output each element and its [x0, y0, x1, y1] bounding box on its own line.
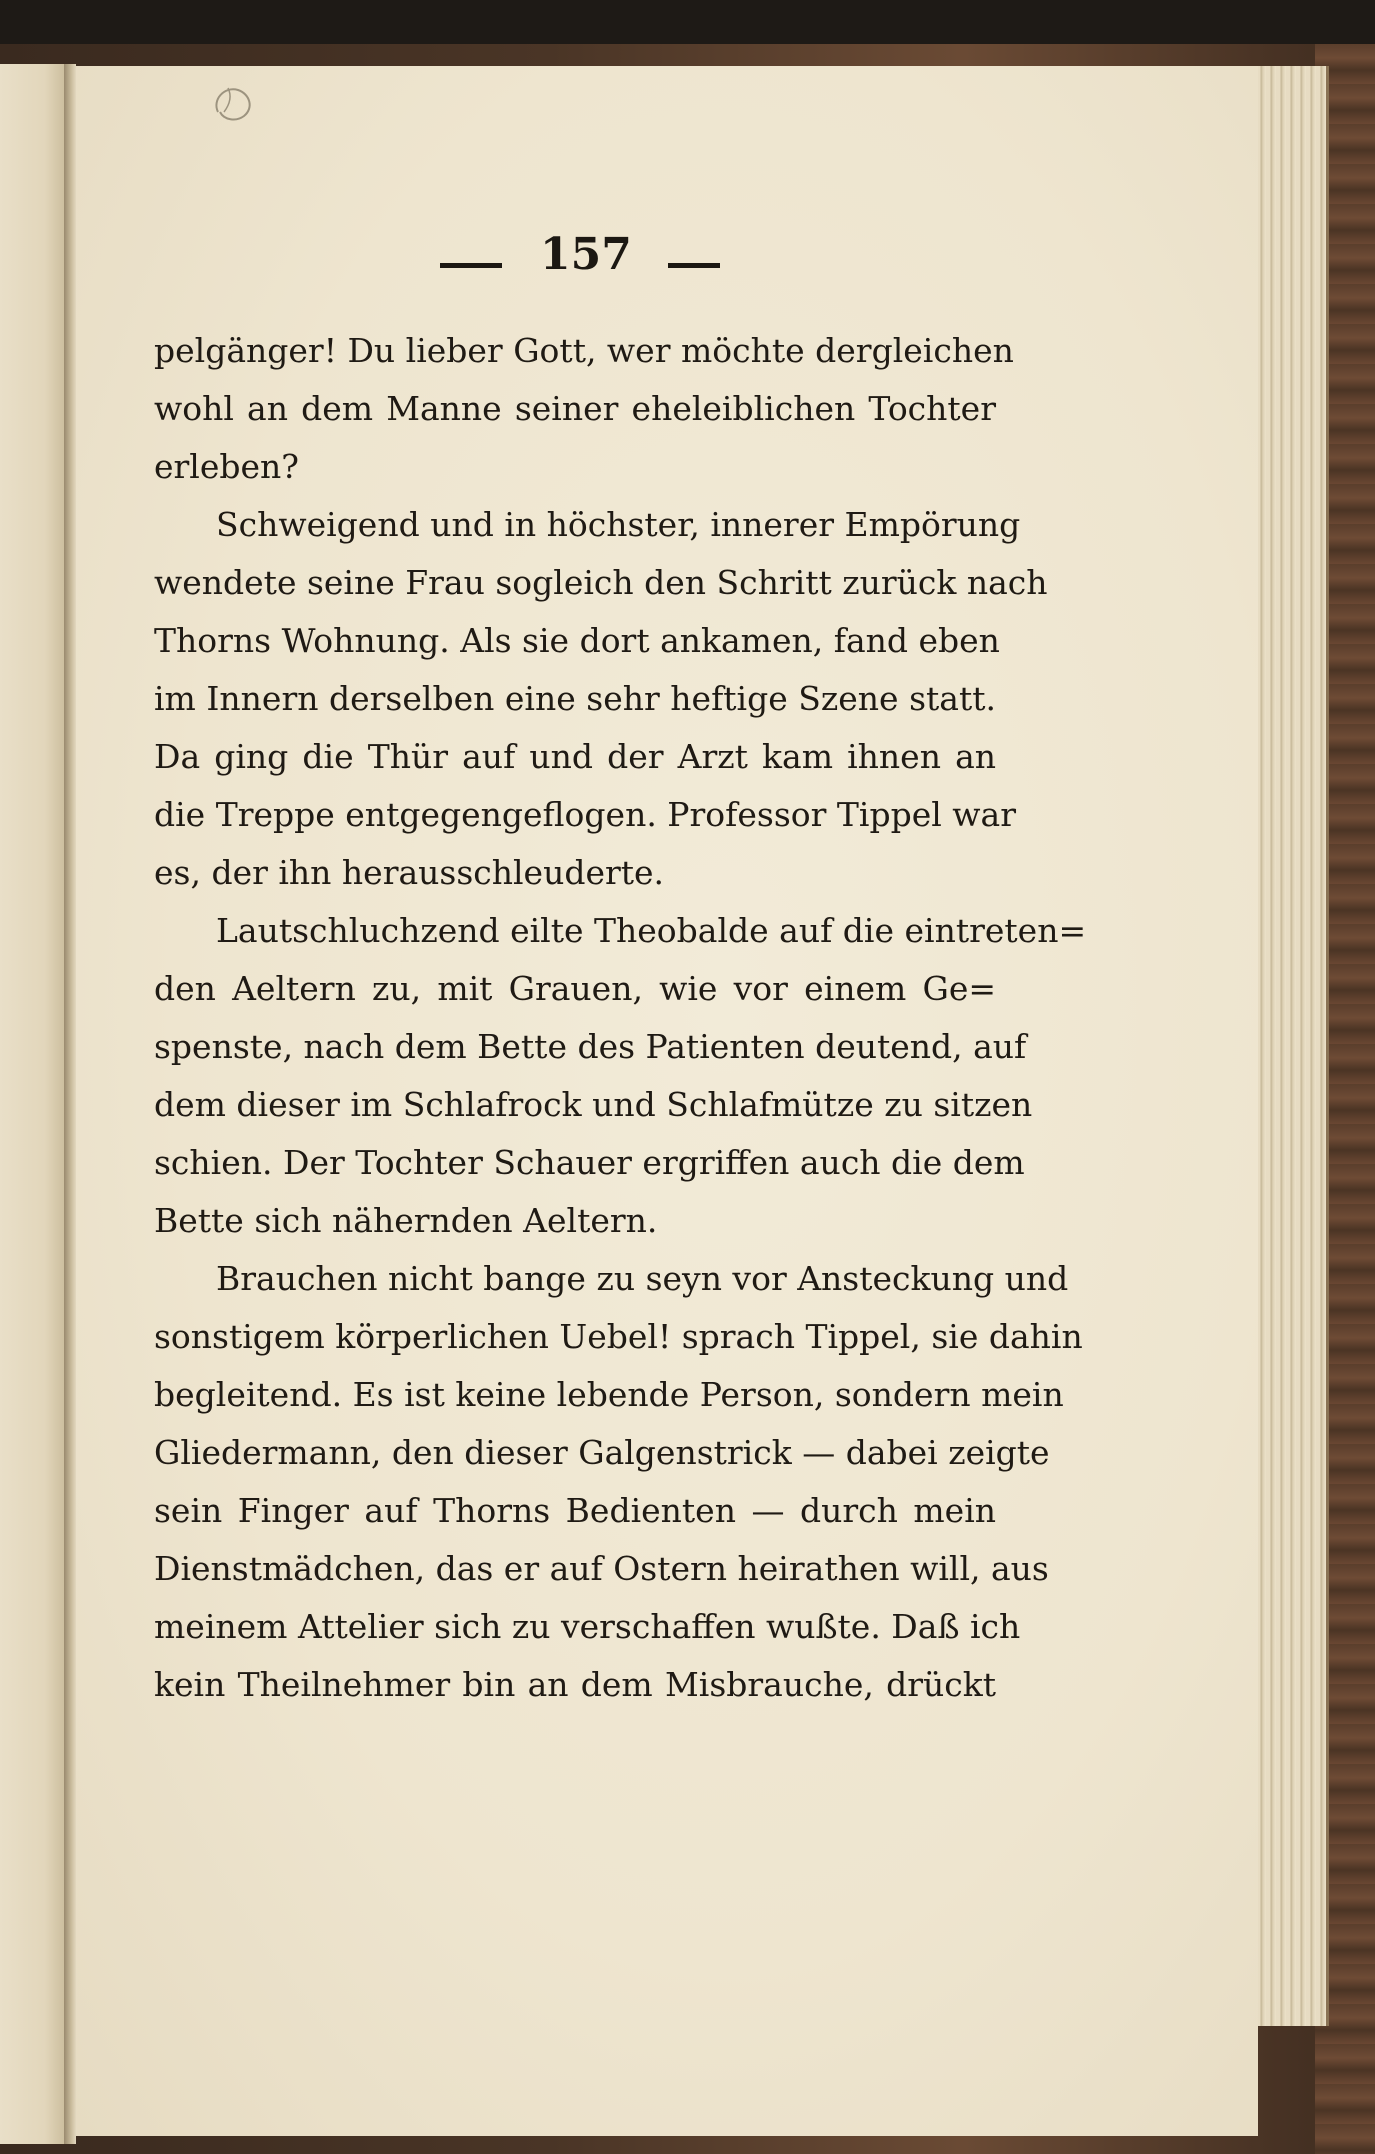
page-header [0, 225, 1375, 295]
paragraph [154, 902, 1087, 1250]
text-line: kein Theilnehmer bin an dem Misbrauche, drückt [154, 1665, 996, 1704]
text-line: die Treppe entgegengeflogen. Professor Tippel war [154, 795, 1016, 834]
paragraph [154, 496, 1048, 902]
text-line: wendete seine Frau sogleich den Schritt zurück nach [154, 563, 1048, 602]
text-line: den Aeltern zu, mit Grauen, wie vor einem Ge= [154, 969, 996, 1008]
text-line: Brauchen nicht bange zu seyn vor Ansteckung und [216, 1259, 1069, 1298]
text-line: pelgänger! Du lieber Gott, wer möchte dergleichen [154, 331, 1014, 370]
page-gutter [64, 64, 76, 2144]
body-text [154, 322, 1087, 1714]
text-line: wohl an dem Manne seiner eheleiblichen Tochter [154, 389, 996, 428]
text-line: Lautschluchzend eilte Theobalde auf die eintreten= [216, 911, 1087, 950]
text-line: Gliedermann, den dieser Galgenstrick — dabei zeigte [154, 1433, 1050, 1472]
text-line: erleben? [154, 447, 299, 486]
text-line: spenste, nach dem Bette des Patienten deutend, auf [154, 1027, 1027, 1066]
pencil-mark-icon [210, 82, 260, 124]
paragraph [154, 322, 1014, 496]
text-line: dem dieser im Schlafrock und Schlafmütze zu sitzen [154, 1085, 1033, 1124]
text-line: Thorns Wohnung. Als sie dort ankamen, fand eben [154, 621, 1000, 660]
text-line: sonstigem körperlichen Uebel! sprach Tippel, sie dahin [154, 1317, 1083, 1356]
text-line: Dienstmädchen, das er auf Ostern heirathen will, aus [154, 1549, 1049, 1588]
text-line: sein Finger auf Thorns Bedienten — durch mein [154, 1491, 996, 1530]
header-dash-left [440, 263, 502, 268]
text-line: meinem Attelier sich zu verschaffen wußte. Daß ich [154, 1607, 1021, 1646]
text-line: Da ging die Thür auf und der Arzt kam ihnen an [154, 737, 996, 776]
text-line: Bette sich nähernden Aeltern. [154, 1201, 658, 1240]
text-line: begleitend. Es ist keine lebende Person, sondern mein [154, 1375, 1064, 1414]
text-line: Schweigend und in höchster, innerer Empörung [216, 505, 1021, 544]
paragraph [154, 1250, 1083, 1714]
page-number: 157 [540, 229, 632, 280]
text-line: es, der ihn herausschleuderte. [154, 853, 665, 892]
text-line: im Innern derselben eine sehr heftige Szene statt. [154, 679, 996, 718]
facing-page-edge [0, 64, 64, 2144]
text-line: schien. Der Tochter Schauer ergriffen auch die dem [154, 1143, 1025, 1182]
header-dash-right [668, 263, 720, 268]
page-stack-edges [1256, 66, 1329, 2026]
